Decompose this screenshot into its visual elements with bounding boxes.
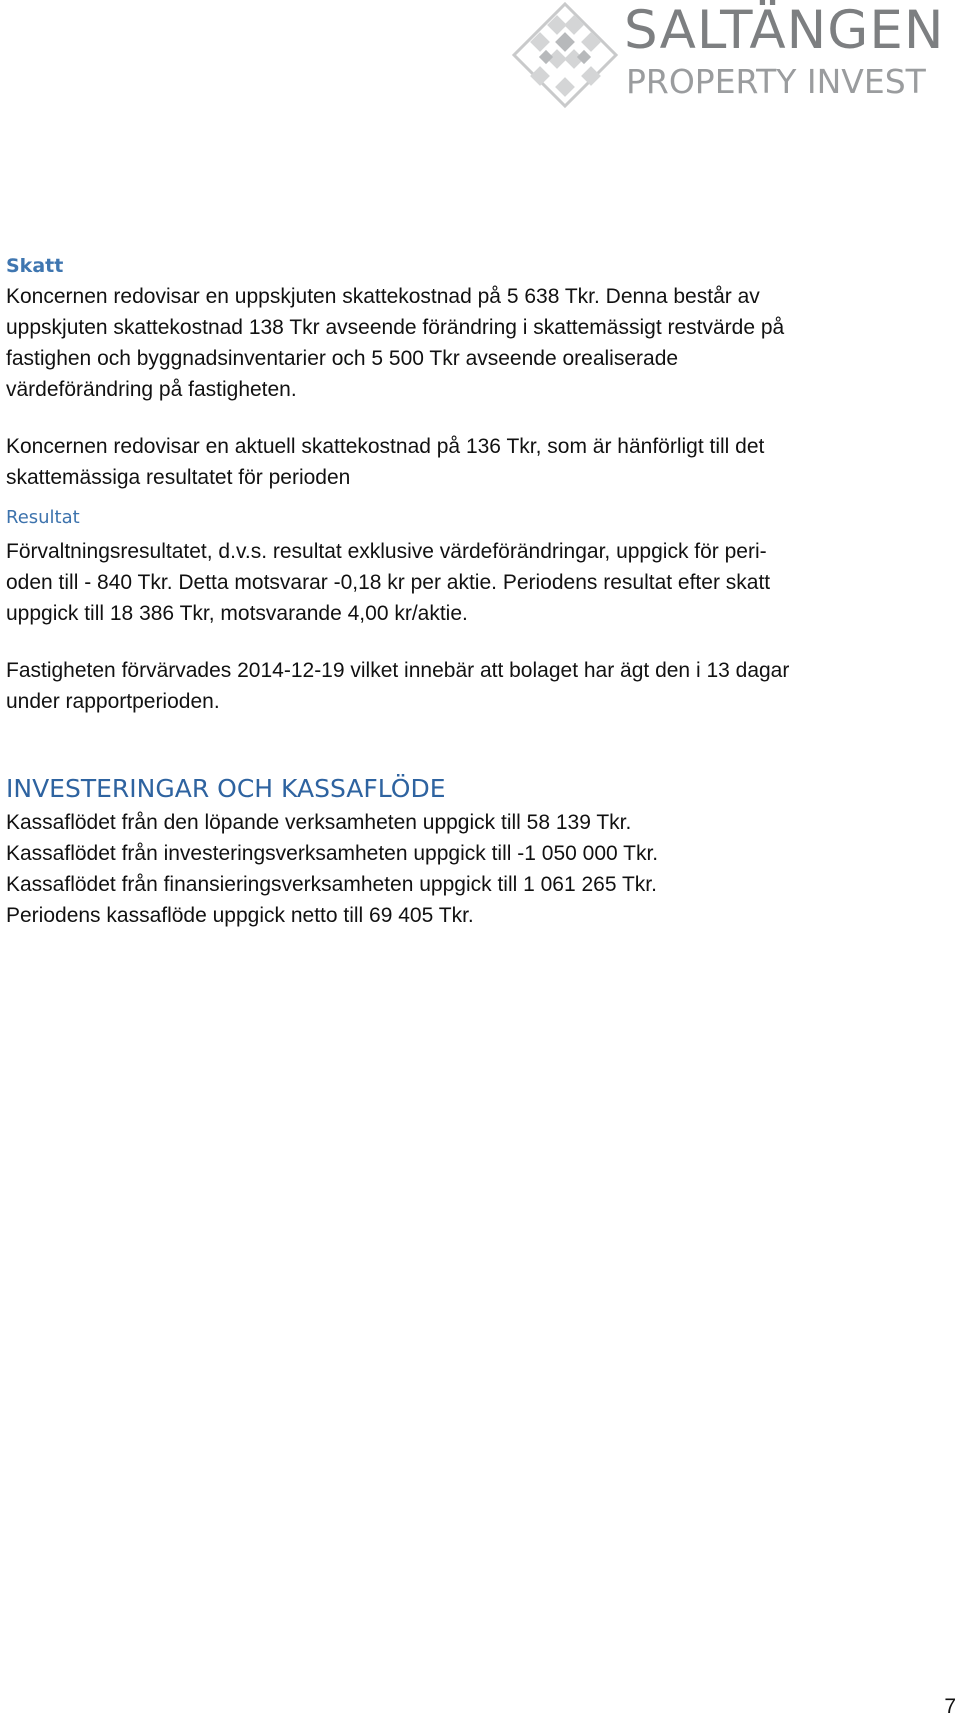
paragraph-acquisition [6,655,958,717]
section-heading-skatt: Skatt [6,255,64,277]
text-line: värdeförändring på fastigheten. [6,378,297,401]
paragraph-skatt-deferred [6,281,958,405]
text-line: Fastigheten förvärvades 2014-12-19 vilket innebär att bolaget har ägt den i 13 dagar [6,659,790,682]
logo-tagline: PROPERTY INVEST [626,62,926,101]
text-line: Kassaflödet från investeringsverksamheten uppgick till -1 050 000 Tkr. [6,842,659,865]
logo-name: SALTÄNGEN [624,0,945,61]
text-line: Förvaltningsresultatet, d.v.s. resultat exklusive värdeförändringar, uppgick för peri- [6,540,767,563]
text-line: fastighen och byggnadsinventarier och 5 500 Tkr avseende orealiserade [6,347,679,370]
text-line: Koncernen redovisar en uppskjuten skattekostnad på 5 638 Tkr. Denna består av [6,285,760,308]
paragraph-kassaflode [6,807,958,931]
text-line: Koncernen redovisar en aktuell skattekostnad på 136 Tkr, som är hänförligt till det [6,435,765,458]
text-line: Periodens kassaflöde uppgick netto till 69 405 Tkr. [6,904,474,927]
logo-mark-icon [510,0,620,110]
text-line: under rapportperioden. [6,690,220,713]
paragraph-skatt-current [6,431,958,493]
text-line: skattemässiga resultatet för perioden [6,466,351,489]
text-line: Kassaflödet från den löpande verksamheten uppgick till 58 139 Tkr. [6,811,632,834]
section-heading-resultat: Resultat [6,507,80,528]
text-line: Kassaflödet från finansieringsverksamheten uppgick till 1 061 265 Tkr. [6,873,657,896]
section-heading-investeringar: INVESTERINGAR OCH KASSAFLÖDE [6,774,446,803]
company-logo [510,0,960,110]
document-body [6,254,958,931]
paragraph-resultat [6,536,958,629]
text-line: uppskjuten skattekostnad 138 Tkr avseende förändring i skattemässigt restvärde på [6,316,785,339]
page-number: 7 [944,1695,956,1718]
text-line: uppgick till 18 386 Tkr, motsvarande 4,00 kr/aktie. [6,602,468,625]
text-line: oden till - 840 Tkr. Detta motsvarar -0,18 kr per aktie. Periodens resultat efter skatt [6,571,771,594]
